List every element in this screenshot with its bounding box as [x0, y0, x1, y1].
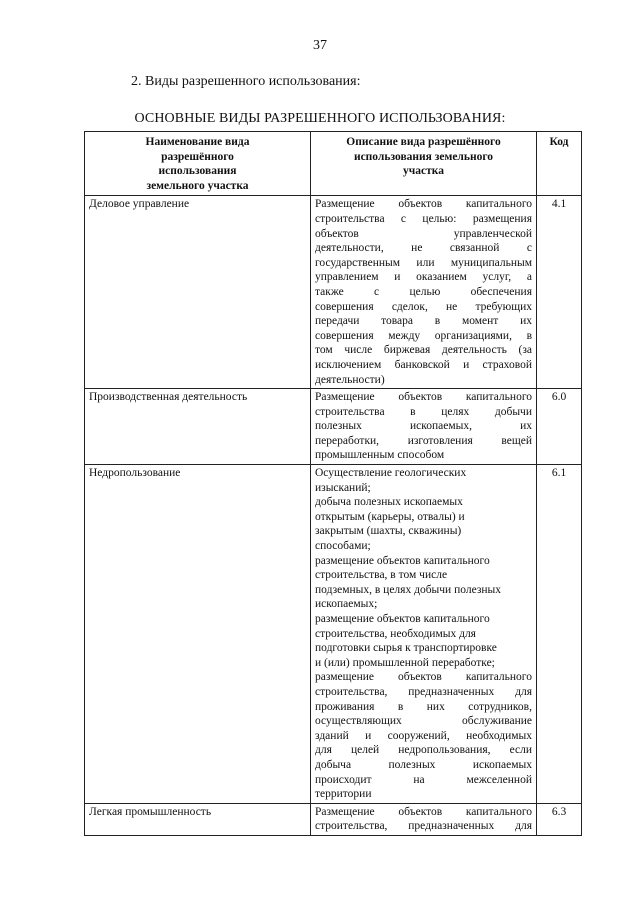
use-code-cell: 6.3: [537, 803, 582, 835]
table-row: [85, 389, 582, 465]
description-line: для целей недропользования, если: [315, 744, 532, 757]
description-line: также с целью обеспечения: [315, 285, 532, 298]
description-line: Размещение объектов капитального: [315, 198, 532, 211]
use-name-cell: Деловое управление: [85, 196, 311, 389]
description-line: размещение объектов капитального: [315, 613, 490, 625]
header-description-line: участка: [403, 165, 444, 178]
description-line: переработки, изготовления вещей: [315, 434, 532, 447]
use-code-cell: 6.1: [537, 465, 582, 804]
description-line: Размещение объектов капитального: [315, 391, 532, 404]
description-line: совершения между организациями, в: [315, 329, 532, 342]
header-code: Код: [537, 132, 582, 196]
description-line: строительства в целях добычи: [315, 405, 532, 418]
description-line: строительства, предназначенных для: [315, 820, 532, 833]
description-line: территории: [315, 788, 372, 801]
description-line: строительства с целью: размещения: [315, 212, 532, 225]
description-line: открытым (карьеры, отвалы) и: [315, 510, 465, 523]
page-number: 37: [313, 38, 327, 53]
table-header-row: [85, 132, 582, 196]
description-line: размещение объектов капитального: [315, 671, 532, 684]
header-name-line: Наименование вида: [145, 136, 250, 148]
description-line: зданий и сооружений, необходимых: [315, 729, 532, 742]
header-description: [311, 132, 537, 196]
description-line: деятельности): [315, 373, 385, 386]
use-name-cell: Производственная деятельность: [85, 389, 311, 465]
use-code-cell: 4.1: [537, 196, 582, 389]
description-line: способами;: [315, 540, 371, 553]
description-line: строительства, необходимых для: [315, 627, 476, 640]
description-line: государственным или муниципальным: [315, 256, 532, 269]
description-line: исключением банковской и страховой: [315, 358, 532, 371]
description-line: ископаемых;: [315, 598, 378, 611]
description-line: объектов управленческой: [315, 227, 532, 240]
header-name: [85, 132, 311, 196]
header-name-line: использования: [158, 165, 237, 178]
description-line: происходит на межселенной: [315, 773, 532, 786]
table-row: [85, 803, 582, 835]
use-description-cell: [311, 803, 537, 835]
description-line: добыча полезных ископаемых: [315, 496, 463, 509]
use-name-cell: Недропользование: [85, 465, 311, 804]
table-row: [85, 196, 582, 389]
description-line: Размещение объектов капитального: [315, 805, 532, 818]
header-name-line: разрешённого: [161, 150, 234, 163]
description-line: управлением и оказанием услуг, а: [315, 271, 532, 284]
description-line: совершения сделок, не требующих: [315, 300, 532, 313]
description-line: строительства, предназначенных для: [315, 685, 532, 698]
description-line: подготовки сырья к транспортировке: [315, 642, 497, 655]
description-line: подземных, в целях добычи полезных: [315, 583, 501, 596]
description-line: Осуществление геологических: [315, 467, 467, 480]
use-code-cell: 6.0: [537, 389, 582, 465]
description-line: строительства, в том числе: [315, 569, 448, 582]
description-line: передачи товара в момент их: [315, 315, 532, 328]
description-line: изысканий;: [315, 481, 371, 494]
use-description-cell: [311, 389, 537, 465]
header-description-line: Описание вида разрешённого: [346, 136, 501, 148]
use-description-cell: [311, 196, 537, 389]
description-line: промышленным способом: [315, 449, 445, 462]
description-line: том числе биржевая деятельность (за: [315, 344, 532, 357]
description-line: осуществляющих обслуживание: [315, 715, 532, 728]
header-description-line: использования земельного: [353, 150, 494, 163]
description-line: и (или) промышленной переработке;: [315, 656, 495, 669]
description-line: полезных ископаемых, их: [315, 420, 532, 433]
description-line: проживания в них сотрудников,: [315, 700, 532, 713]
description-line: закрытым (шахты, скважины): [315, 525, 462, 538]
table-row: [85, 465, 582, 804]
use-description-cell: [311, 465, 537, 804]
section-heading: 2. Виды разрешенного использования:: [131, 74, 361, 89]
description-line: деятельности, не связанной с: [315, 242, 532, 255]
description-line: размещение объектов капитального: [315, 554, 490, 567]
permitted-use-table: [84, 131, 582, 836]
description-line: добыча полезных ископаемых: [315, 758, 532, 771]
header-name-line: земельного участка: [146, 179, 249, 192]
table-title: ОСНОВНЫЕ ВИДЫ РАЗРЕШЕННОГО ИСПОЛЬЗОВАНИЯ:: [134, 111, 506, 126]
use-name-cell: Легкая промышленность: [85, 803, 311, 835]
